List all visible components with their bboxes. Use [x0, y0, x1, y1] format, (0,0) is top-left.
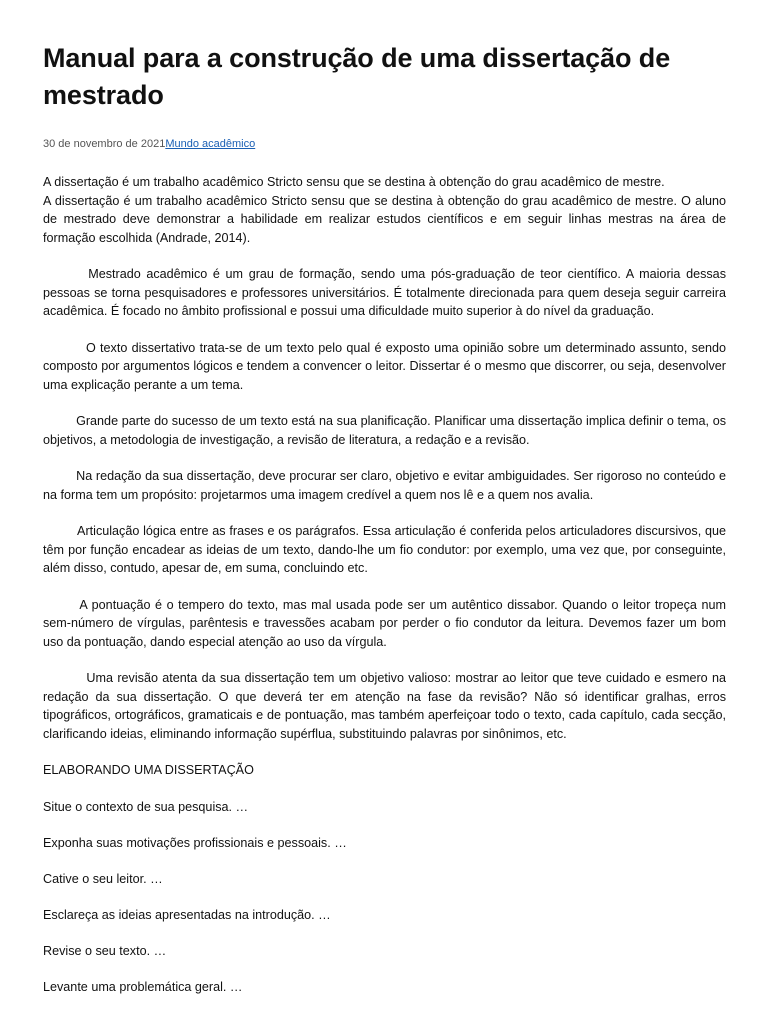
category-link[interactable]: Mundo acadêmico [165, 138, 256, 150]
steps-list [43, 798, 726, 997]
list-item: Revise o seu texto. … [43, 943, 167, 958]
paragraph: A pontuação é o tempero do texto, mas mal usada pode ser um autêntico dissabor. Quando o leitor tropeça num sem-número de vírgulas, parêntesis e travessões acabam por perder o fio condutor da leitura. Devemos fazer um bom uso da pontuação, dando especial atenção ao uso da vírgula. [43, 597, 730, 649]
section-heading: ELABORANDO UMA DISSERTAÇÃO [43, 763, 254, 777]
publish-date: 30 de novembro de 2021 [43, 138, 166, 150]
paragraph: A dissertação é um trabalho acadêmico Stricto sensu que se destina à obtenção do grau acadêmico de mestre. O aluno de mestrado deve demonstrar a habilidade em realizar estudos científicos e em seguir linhas mestras na área de formação escolhida (Andrade, 2014). [43, 193, 726, 245]
paragraph: O texto dissertativo trata-se de um texto pelo qual é exposto uma opinião sobre um determinado assunto, sendo composto por argumentos lógicos e tendem a convencer o leitor. Dissertar é o mesmo que discorrer, ou seja, desenvolver uma explicação perante a um tema. [43, 340, 730, 392]
paragraph: Uma revisão atenta da sua dissertação tem um objetivo valioso: mostrar ao leitor que teve cuidado e esmero na redação da sua dissertação. O que deverá ter em atenção na fase da revisão? Não só identificar gralhas, erros tipográficos, ortográficos, gramaticais e de pontuação, mas também aperfeiçoar todo o texto, cada capítulo, cada secção, clarificando ideias, eliminando informação supérflua, substituindo palavras por sinônimos, etc. [43, 671, 730, 741]
article-meta [43, 137, 726, 151]
list-item: Levante uma problemática geral. … [43, 979, 243, 994]
paragraph: Grande parte do sucesso de um texto está na sua planificação. Planificar uma dissertação implica definir o tema, os objetivos, a metodologia de investigação, a revisão de literatura, a redação e a revisão. [43, 414, 730, 447]
article-body [43, 173, 730, 996]
paragraph: A dissertação é um trabalho acadêmico Stricto sensu que se destina à obtenção do grau acadêmico de mestre. [43, 175, 665, 189]
list-item: Esclareça as ideias apresentadas na introdução. … [43, 907, 331, 922]
paragraph: Mestrado acadêmico é um grau de formação, sendo uma pós-graduação de teor científico. A maioria dessas pessoas se torna pesquisadores e professores universitários. É totalmente direcionada para quem deseja seguir carreira acadêmica. É focado no âmbito profissional e possui uma dificuldade muito superior à do nível da graduação. [43, 267, 730, 318]
list-item: Situe o contexto de sua pesquisa. … [43, 799, 249, 814]
list-item: Exponha suas motivações profissionais e pessoais. … [43, 835, 347, 850]
list-item: Cative o seu leitor. … [43, 871, 163, 886]
paragraph: Articulação lógica entre as frases e os parágrafos. Essa articulação é conferida pelos articuladores discursivos, que têm por função encadear as ideias de um texto, dando-lhe um fio condutor: por exemplo, uma vez que, por conseguinte, além disso, contudo, apesar de, em suma, concluindo etc. [43, 524, 730, 575]
page-title: Manual para a construção de uma dissertação de mestrado [43, 43, 671, 110]
paragraph: Na redação da sua dissertação, deve procurar ser claro, objetivo e evitar ambiguidades. Ser rigoroso no conteúdo e na forma tem um propósito: projetarmos uma imagem credível a quem nos lê e a quem nos avalia. [43, 469, 730, 502]
